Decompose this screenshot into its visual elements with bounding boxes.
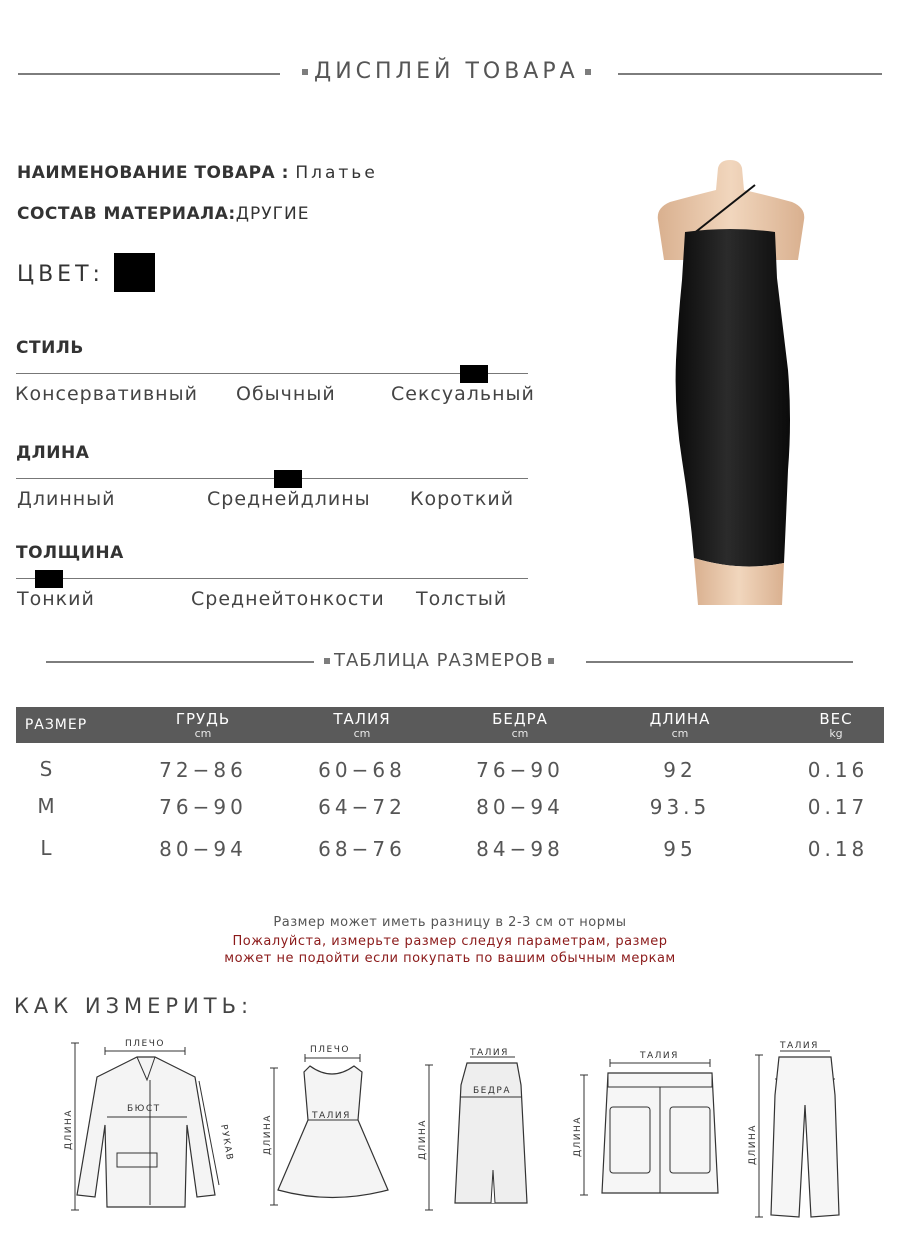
pants-diagram (745, 1035, 875, 1225)
header-title-text: ДИСПЛЕЙ ТОВАРА (314, 59, 579, 84)
size-table-header (16, 707, 884, 743)
note-line-2: Пожалуйста, измерьте размер следуя параметрам, размер (232, 934, 668, 949)
square-bullet-icon (302, 69, 308, 75)
column-header (16, 714, 96, 733)
table-cell: 64−72 (318, 795, 406, 819)
column-header-unit: cm (511, 727, 529, 740)
length-label: ДЛИНА (263, 1114, 273, 1155)
dress-body (676, 229, 790, 567)
size-table-title-text: ТАБЛИЦА РАЗМЕРОВ (334, 650, 544, 671)
product-material (17, 204, 309, 224)
table-cell: 0.16 (807, 758, 869, 782)
size-table-title (320, 650, 558, 671)
scale-thickness-marker (35, 570, 63, 588)
note-line-3: может не подойти если покупать по вашим обычным меркам (224, 951, 676, 966)
scale-length-title: ДЛИНА (16, 443, 90, 463)
scale-thickness-option: Среднейтонкости (191, 588, 385, 610)
table-cell-size: S (39, 757, 53, 781)
column-header (292, 707, 432, 739)
table-cell: 93.5 (649, 795, 711, 819)
column-header-label: ДЛИНА (649, 710, 711, 728)
waist-label: ТАЛИЯ (470, 1048, 509, 1058)
table-cell: 80−94 (476, 795, 564, 819)
product-material-value: ДРУГИЕ (235, 204, 310, 224)
shoulder-label: ПЛЕЧО (310, 1045, 350, 1055)
table-cell: 0.17 (807, 795, 869, 819)
column-header (610, 707, 750, 739)
product-name (17, 163, 378, 183)
column-header-label: БЕДРА (492, 710, 548, 728)
square-bullet-icon (548, 658, 554, 664)
product-name-value: Платье (295, 163, 378, 183)
column-header (450, 707, 590, 739)
column-header-label: ГРУДЬ (175, 710, 231, 728)
column-header-unit: kg (829, 727, 843, 740)
how-to-measure-title: КАК ИЗМЕРИТЬ: (14, 994, 254, 1018)
scale-style-marker (460, 365, 488, 383)
length-label: ДЛИНА (748, 1124, 758, 1165)
table-cell: 72−86 (159, 758, 247, 782)
length-label: ДЛИНА (418, 1119, 428, 1160)
scale-length-option: Длинный (17, 488, 116, 510)
scale-style-line (16, 373, 528, 374)
scale-thickness-line (16, 578, 528, 579)
scale-thickness-option: Толстый (416, 588, 508, 610)
product-name-label: НАИМЕНОВАНИЕ ТОВАРА : (17, 163, 289, 183)
header-line-left (18, 73, 280, 75)
pencil-skirt-diagram (415, 1045, 545, 1220)
product-material-label: СОСТАВ МАТЕРИАЛА: (17, 204, 236, 224)
product-color-label: ЦВЕТ: (17, 262, 104, 287)
scale-thickness-title: ТОЛЩИНА (16, 543, 124, 563)
column-header-label: РАЗМЕР (24, 717, 88, 733)
jacket-diagram (55, 1035, 245, 1215)
size-table-line-left (46, 661, 314, 663)
column-header-label: ВЕС (819, 710, 853, 728)
scale-style-option: Консервативный (15, 383, 198, 405)
color-swatch (114, 253, 155, 292)
square-bullet-icon (585, 69, 591, 75)
scale-length-option: Среднейдлины (207, 488, 371, 510)
length-label: ДЛИНА (64, 1109, 74, 1150)
size-table-line-right (586, 661, 853, 663)
column-header-unit: cm (353, 727, 371, 740)
header-title (296, 59, 597, 84)
scale-thickness-option: Тонкий (17, 588, 95, 610)
column-header (766, 707, 900, 739)
length-label: ДЛИНА (573, 1116, 583, 1157)
scale-length-line (16, 478, 528, 479)
product-photo (650, 160, 810, 610)
table-cell: 95 (663, 837, 697, 861)
bust-label: БЮСТ (127, 1104, 161, 1114)
scale-length-marker (274, 470, 302, 488)
dress-diagram (260, 1040, 400, 1215)
column-header-unit: cm (671, 727, 689, 740)
table-cell-size: M (37, 794, 55, 818)
table-cell: 76−90 (476, 758, 564, 782)
scale-style-option: Обычный (236, 383, 336, 405)
table-cell: 80−94 (159, 837, 247, 861)
shoulder-label: ПЛЕЧО (125, 1039, 165, 1049)
table-cell: 68−76 (318, 837, 406, 861)
waist-label: ТАЛИЯ (312, 1111, 351, 1121)
column-header-label: ТАЛИЯ (333, 710, 391, 728)
table-cell-size: L (40, 836, 52, 860)
product-color (17, 262, 104, 287)
scale-style-option: Сексуальный (391, 383, 535, 405)
table-cell: 84−98 (476, 837, 564, 861)
header-line-right (618, 73, 882, 75)
shorts-diagram (570, 1045, 740, 1205)
square-bullet-icon (324, 658, 330, 664)
hips-label: БЕДРА (473, 1086, 511, 1096)
note-line-1: Размер может иметь разницу в 2-3 см от нормы (273, 915, 627, 930)
table-cell: 60−68 (318, 758, 406, 782)
column-header (133, 707, 273, 739)
sleeve-label: РУКАВ (218, 1123, 235, 1163)
table-cell: 76−90 (159, 795, 247, 819)
scale-style-title: СТИЛЬ (16, 338, 84, 358)
table-cell: 92 (663, 758, 697, 782)
waist-label: ТАЛИЯ (640, 1051, 679, 1061)
waist-label: ТАЛИЯ (780, 1041, 819, 1051)
column-header-unit: cm (194, 727, 212, 740)
scale-length-option: Короткий (410, 488, 515, 510)
table-cell: 0.18 (807, 837, 869, 861)
